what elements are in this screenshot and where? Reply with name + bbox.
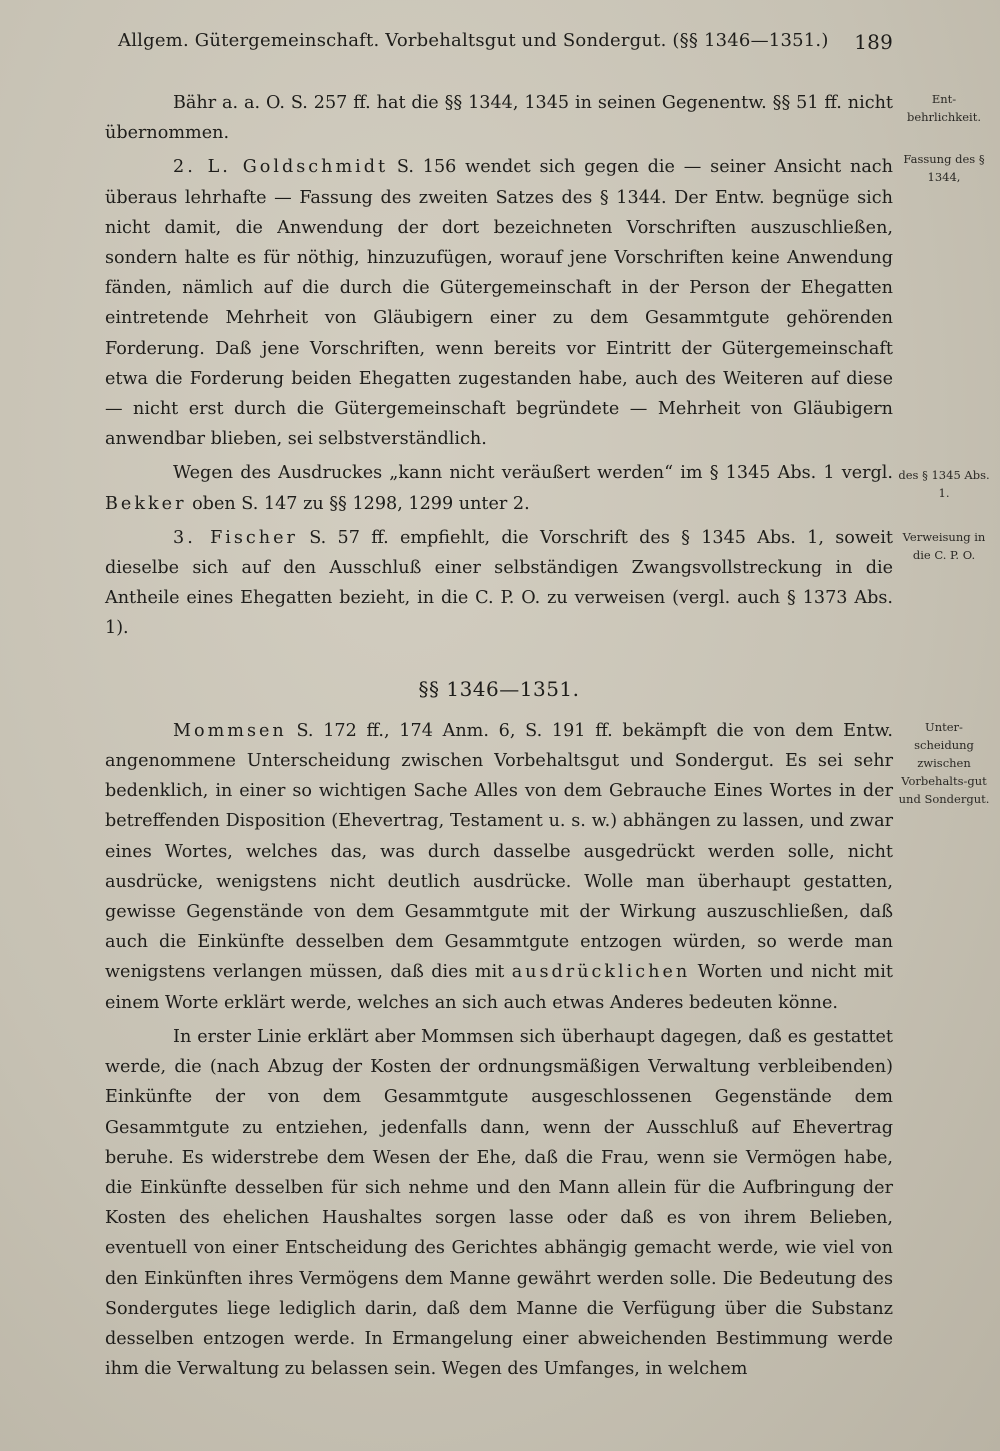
emphasis-ausdruecklichen: ausdrücklichen (511, 962, 691, 983)
author-name-bekker: Bekker (105, 493, 187, 514)
paragraph-goldschmidt-text: S. 156 wendet sich gegen die — seiner Ansicht nach überaus lehrhafte — Fassung des zweiten Satzes des § 1344. Der Entw. begnüge sich nicht damit, die Anwendung der dort bezeichneten Vorschriften auszuschließen, sondern halte es für nöthig, hinzuzufügen, worauf jene Vorschriften keine Anwendung fänden, nämlich auf die durch die Gütergemeinschaft in der Person der Ehegatten eintretende Mehrheit von Gläubigern einer zu dem Gesammtgute gehörenden Forderung. Daß jene Vorschriften, wenn bereits vor Eintritt der Gütergemeinschaft etwa die Forderung beiden Ehegatten zugestanden habe, auch des Weiteren auf diese — nicht erst durch die Gütergemeinschaft begründete — Mehrheit von Gläubigern anwendbar blieben, sei selbstverständlich. (105, 157, 893, 450)
author-name-mommsen: Mommsen (173, 720, 287, 741)
paragraph-fischer (105, 523, 893, 644)
margin-note-abs1: des § 1345 Abs. 1. (898, 468, 990, 500)
paragraph-ausdruck (105, 458, 893, 518)
paragraph-goldschmidt (105, 152, 893, 454)
running-header (118, 30, 893, 54)
paragraph-erster-linie: In erster Linie erklärt aber Mommsen sich überhaupt dagegen, daß es gestattet werde, die (nach Abzug der Kosten der ordnungsmäßigen Verwaltung verbleibenden) Einkünfte der von dem Gesammtgute ausgeschlossenen Gegenstände dem Gesammtgute zu entziehen, jedenfalls dann, wenn der Ausschluß auf Ehevertrag beruhe. Es widerstrebe dem Wesen der Ehe, daß die Frau, wenn sie Vermögen habe, die Einkünfte desselben für sich nehme und den Mann allein für die Aufbringung der Kosten des ehelichen Haushaltes sorgen lasse oder daß es von ihrem Belieben, eventuell von einer Entscheidung des Gerichtes abhängig gemacht werde, wie viel von den Einkünften ihres Vermögens dem Manne gewährt werden solle. Die Bedeutung des Sondergutes liege lediglich darin, daß dem Manne die Verfügung über die Substanz desselben entzogen werde. In Ermangelung einer abweichenden Bestimmung werde ihm die Verwaltung zu belassen sein. Wegen des Umfanges, in welchem (105, 1026, 893, 1380)
page-number: 189 (854, 30, 893, 54)
margin-note-fassung: Fassung des § 1344, (903, 152, 985, 184)
margin-note-entbehrlichkeit: Ent-behrlichkeit. (906, 92, 981, 124)
paragraph-mommsen-text-b: Worten und nicht mit einem Worte erklärt werde, welches an sich auch etwas Anderes bedeuten könne. (105, 962, 893, 1013)
margin-note-verweisung: Verweisung in die C. P. O. (902, 530, 986, 562)
author-name-fischer: 3. Fischer (173, 527, 298, 548)
author-name-goldschmidt: 2. L. Goldschmidt (173, 157, 389, 178)
margin-note-unterscheidung: Unter-scheidung zwischen Vorbehalts-gut und Sondergut. (898, 720, 990, 806)
paragraph-fischer-text: S. 57 ff. empfiehlt, die Vorschrift des § 1345 Abs. 1, soweit dieselbe sich auf den Ausschluß einer selbständigen Zwangsvollstreckung in die Antheile eines Ehegatten bezieht, in die C. P. O. zu verweisen (vergl. auch § 1373 Abs. 1). (105, 527, 894, 639)
body-text (105, 88, 893, 1384)
paragraph-baehr: Bähr a. a. O. S. 257 ff. hat die §§ 1344, 1345 in seinen Gegenentw. §§ 51 ff. nicht übernommen. (105, 93, 893, 144)
paragraph-mommsen (105, 716, 893, 1018)
paragraph-mommsen-text-a: S. 172 ff., 174 Anm. 6, S. 191 ff. bekämpft die von dem Entw. angenommene Unterscheidung zwischen Vorbehaltsgut und Sondergut. Es sei sehr bedenklich, in einer so wichtigen Sache Alles von dem Gebrauche Eines Wortes in der betreffenden Disposition (Ehevertrag, Testament u. s. w.) abhängen zu lassen, und zwar eines Wortes, welches das, was durch dasselbe ausgedrückt werden solle, nicht ausdrücke, wenigstens nicht deutlich ausdrücke. Wolle man überhaupt gestatten, gewisse Gegenstände von dem Gesammtgute mit der Wirkung auszuschließen, daß auch die Einkünfte desselben dem Gesammtgute entzogen würden, so werde man wenigstens verlangen müssen, daß dies mit (105, 720, 893, 983)
paragraph-ausdruck-text-b: oben S. 147 zu §§ 1298, 1299 unter 2. (186, 493, 530, 514)
running-title: Allgem. Gütergemeinschaft. Vorbehaltsgut und Sondergut. (§§ 1346—1351.) (118, 30, 829, 51)
paragraph-ausdruck-text-a: Wegen des Ausdruckes „kann nicht veräußert werden“ im § 1345 Abs. 1 vergl. (173, 463, 893, 484)
section-heading: §§ 1346—1351. (418, 676, 580, 701)
